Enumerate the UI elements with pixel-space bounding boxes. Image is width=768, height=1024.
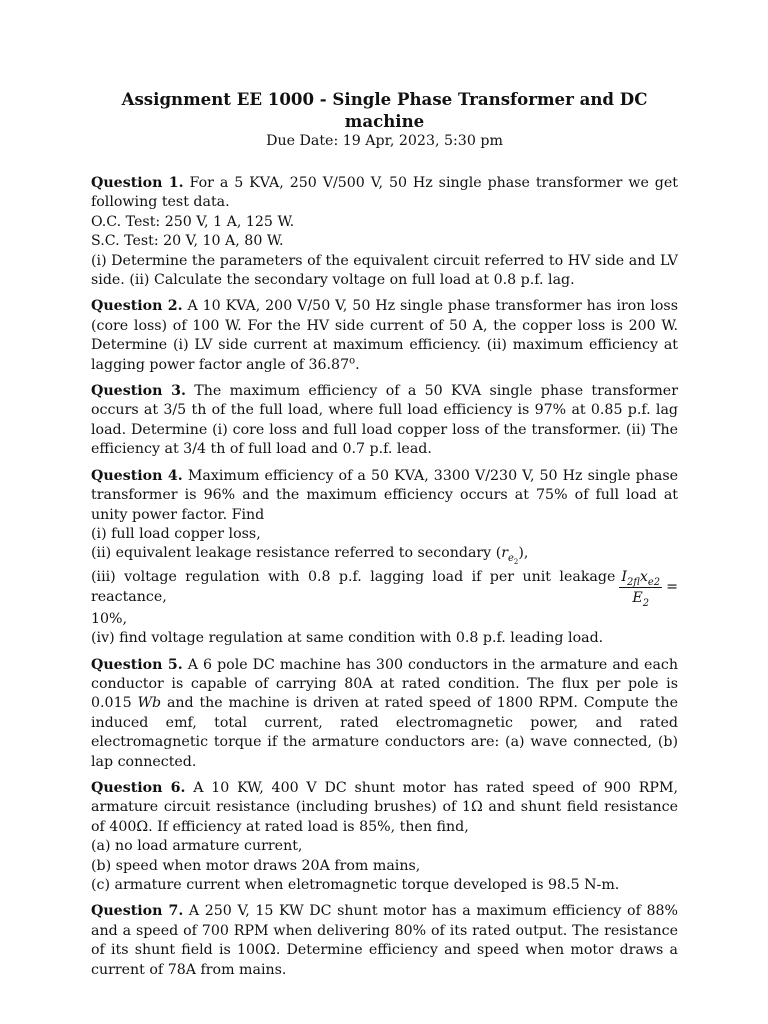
question-text: For a 5 KVA, 250 V/500 V, 50 Hz single phase transformer we get following test data. [91,175,678,211]
question-label: Question 6. [91,779,186,796]
equals-sign: = [666,579,678,596]
question-label: Question 7. [91,903,184,920]
question-text: A 10 KW, 400 V DC shunt motor has rated speed of 900 RPM, armature circuit resistance (including brushes) of 1Ω and shunt field resistance of 400Ω. If efficiency at rated load is 85%, then find, [91,779,678,835]
question-label: Question 3. [91,383,186,400]
unit-weber: Wb [137,695,162,712]
question-item: (ii) equivalent leakage resistance referred to secondary $(r_{e_2})$, [91,545,529,567]
question-4 [91,467,678,649]
question-label: Question 1. [91,175,184,191]
question-item: 10%, [91,610,128,627]
question-text: A 10 KVA, 200 V/50 V, 50 Hz single phase transformer has iron loss (core loss) of 100 W. For the HV side current of 50 A, the copper loss is 200 W. Determine (i) LV side current at maximum efficiency. (ii) maximum efficiency at lagging power factor angle of 36.87 [91,298,678,373]
question-text: and the machine is driven at rated speed of 1800 RPM. Compute the induced emf, total current, rated electromagnetic power, and rated electromagnetic torque if the armature conductors are: (a) wave connected, (b) lap connected. [91,695,678,770]
question-3 [91,382,678,460]
degree-superscript: o [349,354,356,366]
question-1 [91,174,678,290]
question-item-fraction-line [91,566,678,610]
question-6 [91,779,678,895]
question-line: S.C. Test: 20 V, 10 A, 80 W. [91,233,284,250]
due-date: Due Date: 19 Apr, 2023, 5:30 pm [266,133,503,149]
question-text: A 6 pole DC machine has 300 conductors in the armature and each conductor is capable of carrying 80A at rated condition. The flux per pole is 0.015 [91,656,678,712]
question-item: (iii) voltage regulation with 0.8 p.f. lagging load if per unit leakage reactance, [91,569,616,605]
question-5 [91,656,678,772]
question-7 [91,902,678,980]
question-2 [91,297,678,375]
assignment-page [91,88,678,987]
question-item: (b) speed when motor draws 20A from mains, [91,857,421,874]
page-title: Assignment EE 1000 - Single Phase Transformer and DC machine [121,89,648,131]
question-item: (iv) find voltage regulation at same condition with 0.8 p.f. leading load. [91,630,604,647]
question-text: A 250 V, 15 KW DC shunt motor has a maximum efficiency of 88% and a speed of 700 RPM when delivering 80% of its rated output. The resistance of its shunt field is 100Ω. Determine efficiency and speed when motor draws a current of 78A from mains. [91,903,678,978]
question-text: The maximum efficiency of a 50 KVA single phase transformer occurs at 3/5 th of the full load, where full load efficiency is 97% at 0.85 p.f. lag load. Determine (i) core loss and full load copper loss of the transformer. (ii) The efficiency at 3/4 th of full load and 0.7 p.f. lead. [91,383,678,458]
question-line: O.C. Test: 250 V, 1 A, 125 W. [91,213,295,230]
question-item: (a) no load armature current, [91,838,303,855]
question-text-end: . [355,356,360,373]
question-item: (c) armature current when eletromagnetic torque developed is 98.5 N-m. [91,877,620,893]
question-label: Question 5. [91,656,183,673]
question-label: Question 2. [91,298,183,315]
question-text: Maximum efficiency of a 50 KVA, 3300 V/230 V, 50 Hz single phase transformer is 96% and the maximum efficiency occurs at 75% of full load at unity power factor. Find [91,467,678,523]
question-item: (i) full load copper loss, [91,525,261,542]
question-label: Question 4. [91,467,183,484]
question-line: (i) Determine the parameters of the equivalent circuit referred to HV side and LV side. (ii) Calculate the secondary voltage on full load at 0.8 p.f. lag. [91,252,678,289]
leakage-reactance-fraction: $\frac{I_{2fl}x_{e2}}{E_2}$ [621,569,661,610]
